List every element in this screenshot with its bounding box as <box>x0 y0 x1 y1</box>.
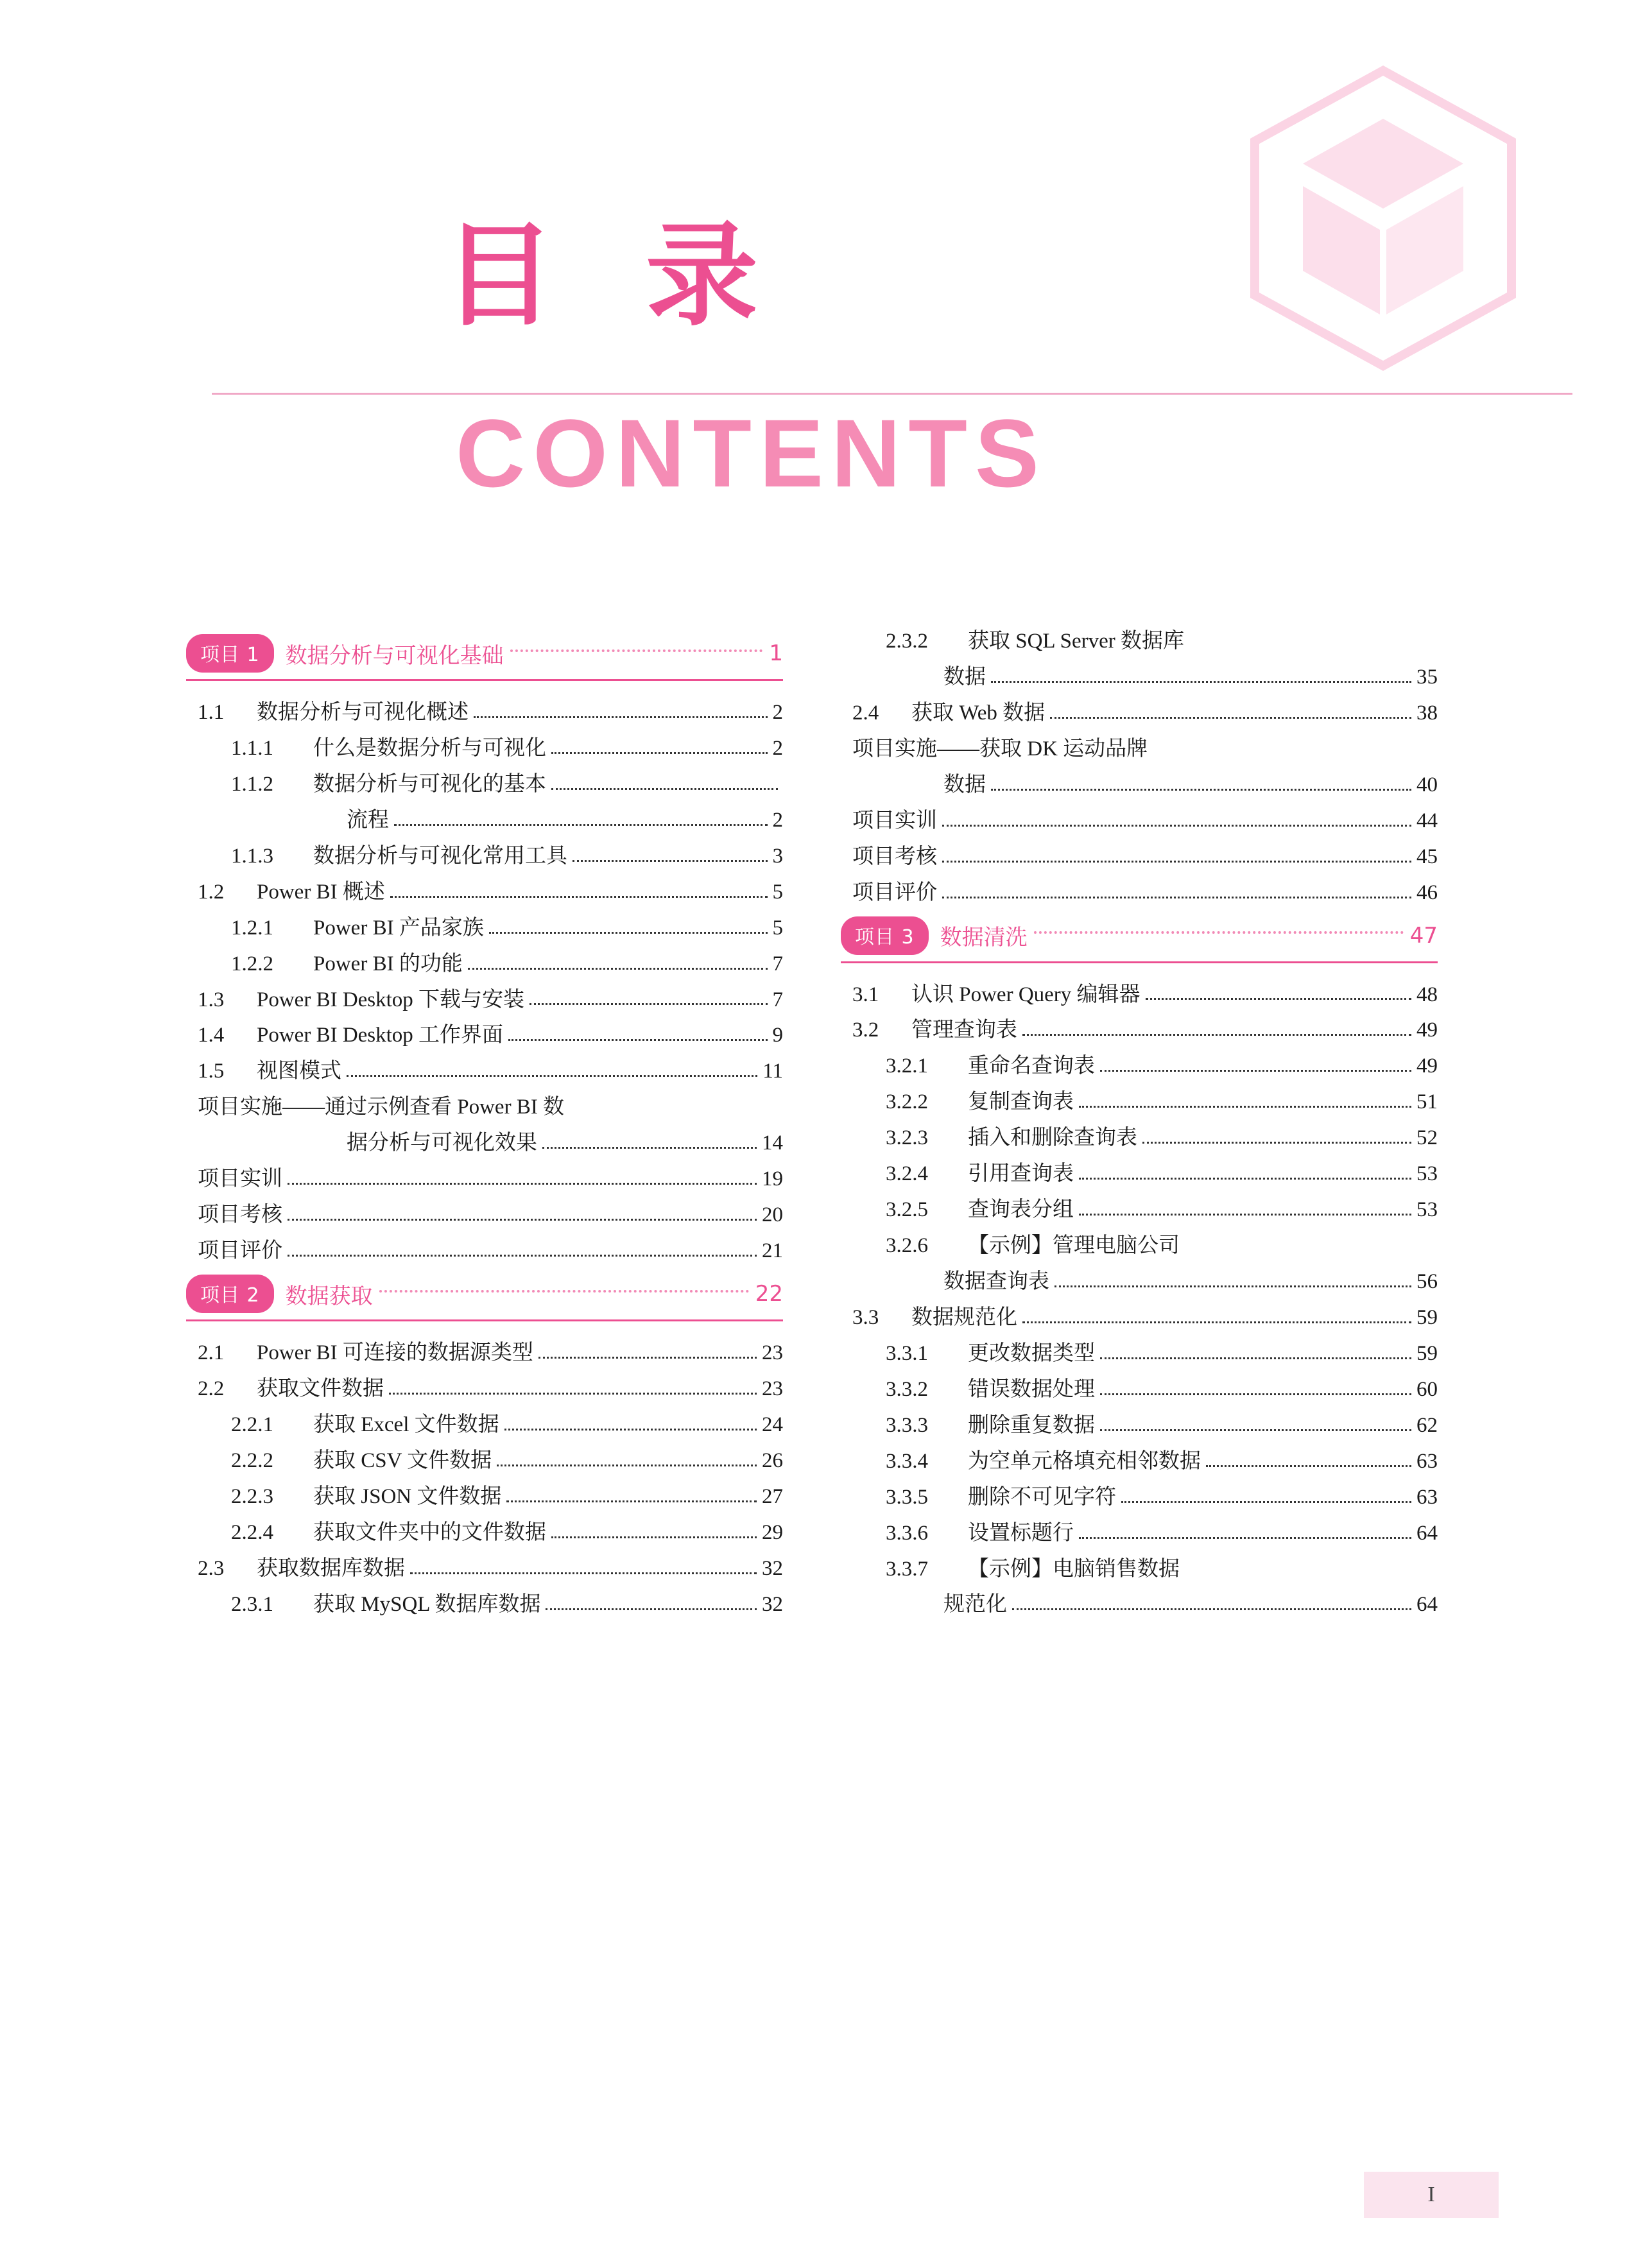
toc-entry[interactable] <box>841 1521 1438 1546</box>
toc-entry-title: 更改数据类型 <box>968 1341 1095 1365</box>
toc-entry[interactable] <box>841 1090 1438 1115</box>
leader-dots <box>508 1038 767 1041</box>
leader-dots <box>569 1112 778 1113</box>
toc-entry[interactable] <box>841 701 1438 726</box>
toc-entry[interactable] <box>186 1239 783 1264</box>
leader-dots <box>497 1464 757 1466</box>
toc-entry[interactable] <box>186 1059 783 1084</box>
toc-entry[interactable] <box>841 1557 1438 1582</box>
toc-entry[interactable] <box>841 809 1438 834</box>
leader-dots <box>390 895 768 898</box>
toc-entry[interactable] <box>186 1095 783 1120</box>
toc-entry-number: 1.2 <box>198 880 225 904</box>
toc-entry-page: 26 <box>762 1448 783 1472</box>
leader-dots <box>1100 1429 1411 1431</box>
toc-entry-title: 数据 <box>943 665 986 689</box>
toc-entry-page: 23 <box>762 1377 783 1400</box>
toc-entry-title: 【示例】电脑销售数据 <box>968 1557 1180 1581</box>
leader-dots <box>1189 646 1433 647</box>
toc-entry-title: 数据 <box>943 773 986 796</box>
toc-entry-number: 3.3 <box>852 1305 879 1329</box>
toc-entry-title: 引用查询表 <box>968 1162 1074 1186</box>
leader-dots <box>551 1536 757 1538</box>
toc-entry[interactable] <box>186 1377 783 1402</box>
leader-dots <box>1022 1033 1411 1036</box>
toc-entry-title: 规范化 <box>943 1593 1007 1617</box>
toc-entry-number: 3.3.7 <box>886 1557 928 1581</box>
toc-entry-page: 3 <box>772 844 783 868</box>
leader-dots <box>542 1146 757 1149</box>
leader-dots <box>489 931 768 934</box>
toc-entry[interactable] <box>186 844 783 869</box>
toc-entry[interactable] <box>186 700 783 725</box>
toc-entry-title: 为空单元格填充相邻数据 <box>968 1449 1201 1473</box>
toc-entry[interactable] <box>186 1341 783 1366</box>
toc-entry-page: 32 <box>762 1556 783 1580</box>
toc-part-header[interactable] <box>186 634 783 681</box>
leader-dots <box>546 1608 757 1610</box>
toc-entry-number: 3.1 <box>852 983 879 1006</box>
toc-entry[interactable] <box>841 1341 1438 1366</box>
part-page-number: 1 <box>769 640 783 666</box>
toc-entry-page: 53 <box>1416 1198 1438 1222</box>
toc-entry-number: 3.3.5 <box>886 1485 928 1509</box>
toc-entry[interactable] <box>841 773 1438 798</box>
leader-dots <box>1079 1105 1411 1108</box>
leader-dots <box>1079 1536 1411 1539</box>
toc-entry-page: 14 <box>762 1131 783 1155</box>
toc-entry-title: 删除重复数据 <box>968 1413 1095 1437</box>
toc-entry-page: 9 <box>772 1024 783 1047</box>
toc-entry-page: 53 <box>1416 1162 1438 1186</box>
leader-dots <box>942 896 1411 898</box>
toc-entry-title: Power BI 概述 <box>257 880 385 904</box>
toc-entry[interactable] <box>841 1269 1438 1294</box>
toc-entry[interactable] <box>841 1054 1438 1079</box>
toc-entry-title: 数据规范化 <box>911 1305 1017 1329</box>
leader-dots <box>1050 716 1411 719</box>
leader-dots <box>1055 1285 1411 1287</box>
toc-entry-page: 24 <box>762 1413 783 1436</box>
leader-dots <box>506 1500 757 1502</box>
toc-entry[interactable] <box>186 1203 783 1228</box>
toc-entry-number: 2.3 <box>198 1556 225 1580</box>
toc-entry-title: 数据分析与可视化的基本 <box>313 772 546 796</box>
toc-entry-title: Power BI Desktop 下载与安装 <box>257 988 525 1011</box>
toc-entry-number: 3.3.4 <box>886 1449 928 1473</box>
leader-dots <box>991 788 1411 791</box>
part-title: 数据分析与可视化基础 <box>285 642 504 669</box>
toc-entry-page: 20 <box>762 1203 783 1227</box>
toc-entry[interactable] <box>841 665 1438 690</box>
toc-entry-page: 45 <box>1416 845 1438 868</box>
toc-entry-page: 11 <box>762 1060 783 1083</box>
toc-entry[interactable] <box>186 1413 783 1438</box>
toc-entry-page: 5 <box>772 880 783 904</box>
toc-entry[interactable] <box>186 952 783 977</box>
toc-entry-page: 62 <box>1416 1413 1438 1437</box>
leader-dots <box>1100 1357 1411 1359</box>
toc-entry-page: 49 <box>1416 1054 1438 1078</box>
leader-dots <box>1012 1608 1411 1610</box>
toc-entry-title: 获取 SQL Server 数据库 <box>968 630 1184 653</box>
toc-entry-page: 40 <box>1416 773 1438 796</box>
page-title-en: CONTENTS <box>456 399 1047 507</box>
toc-entry[interactable] <box>841 1162 1438 1187</box>
toc-entry[interactable] <box>841 1413 1438 1438</box>
toc-entry[interactable] <box>186 880 783 905</box>
toc-entry[interactable] <box>841 1198 1438 1223</box>
toc-entry[interactable] <box>186 1520 783 1545</box>
part-underline <box>186 679 783 681</box>
leader-dots <box>991 680 1411 683</box>
cube-icon <box>1235 58 1531 391</box>
toc-entry-title: 项目实训 <box>198 1167 282 1191</box>
toc-entry-number: 2.2.1 <box>231 1413 273 1436</box>
toc-entry-page: 49 <box>1416 1018 1438 1042</box>
toc-entry-title: 项目评价 <box>852 881 937 904</box>
part-badge: 项目 1 <box>186 634 274 673</box>
toc-entry-title: 获取 Web 数据 <box>911 701 1046 725</box>
toc-entry-number: 2.2.4 <box>231 1520 273 1544</box>
toc-entry-title: 获取文件数据 <box>257 1377 384 1400</box>
toc-entry[interactable] <box>186 1167 783 1192</box>
toc-entry[interactable] <box>841 1018 1438 1043</box>
leader-dots <box>474 716 768 718</box>
toc-entry-title: 流程 <box>347 808 389 832</box>
toc-entry-title: 项目实训 <box>852 809 937 832</box>
leader-dots <box>389 1392 757 1395</box>
toc-column-left <box>186 629 783 1628</box>
toc-entry-page: 38 <box>1416 701 1438 725</box>
folio-page-number: I <box>1364 2172 1499 2218</box>
toc-entry-title: 认识 Power Query 编辑器 <box>911 983 1141 1006</box>
toc-entry-number: 1.5 <box>198 1060 225 1083</box>
toc-entry-page: 52 <box>1416 1126 1438 1150</box>
toc-entry-title: 据分析与可视化效果 <box>347 1131 537 1155</box>
toc-entry[interactable] <box>841 983 1438 1008</box>
toc-entry-number: 3.3.3 <box>886 1413 928 1437</box>
toc-entry-title: 删除不可见字符 <box>968 1485 1116 1509</box>
toc-entry-number: 2.2.3 <box>231 1484 273 1508</box>
part-title: 数据获取 <box>285 1283 373 1309</box>
toc-entry-number: 3.2.4 <box>886 1162 928 1186</box>
toc-entry-title: 设置标题行 <box>968 1521 1074 1545</box>
toc-entry-title: 复制查询表 <box>968 1090 1074 1114</box>
toc-entry-number: 2.2.2 <box>231 1448 273 1472</box>
toc-entry-page: 35 <box>1416 665 1438 689</box>
toc-entry-title: 项目考核 <box>198 1203 282 1227</box>
toc-columns <box>0 629 1627 2169</box>
toc-entry-page: 5 <box>772 916 783 940</box>
toc-entry-title: Power BI Desktop 工作界面 <box>257 1024 504 1047</box>
toc-entry-title: 项目实施——通过示例查看 Power BI 数 <box>198 1095 565 1119</box>
toc-entry-number: 3.2.1 <box>886 1054 928 1078</box>
toc-entry[interactable] <box>186 1556 783 1581</box>
toc-entry-page: 44 <box>1416 809 1438 832</box>
leader-dots <box>572 859 768 862</box>
toc-entry-title: 管理查询表 <box>911 1018 1017 1042</box>
toc-entry-title: 项目实施——获取 DK 运动品牌 <box>852 737 1148 760</box>
toc-entry-page: 23 <box>762 1341 783 1364</box>
toc-entry-title: 视图模式 <box>257 1060 341 1083</box>
part-page-number: 47 <box>1409 922 1438 949</box>
toc-entry-page: 19 <box>762 1167 783 1191</box>
leader-dots <box>1153 754 1433 755</box>
toc-entry-page: 59 <box>1416 1305 1438 1329</box>
toc-entry[interactable] <box>186 1484 783 1509</box>
toc-column-right <box>841 629 1438 1628</box>
leader-dots <box>394 823 768 826</box>
toc-entry-page: 2 <box>772 701 783 724</box>
toc-entry-page: 64 <box>1416 1521 1438 1545</box>
toc-entry-number: 3.3.1 <box>886 1341 928 1365</box>
leader-dots <box>942 860 1411 863</box>
leader-dots <box>551 752 768 754</box>
leader-dots <box>379 1289 749 1293</box>
page-title-cn: 目 录 <box>443 211 784 341</box>
toc-entry-number: 2.3.2 <box>886 630 928 653</box>
leader-dots <box>551 787 778 790</box>
toc-entry-title: Power BI 产品家族 <box>313 916 484 940</box>
toc-entry-page: 46 <box>1416 881 1438 904</box>
toc-part-header[interactable] <box>841 916 1438 963</box>
toc-entry-title: 获取 CSV 文件数据 <box>313 1448 492 1472</box>
toc-entry-number: 3.2.6 <box>886 1234 928 1258</box>
toc-entry-title: 数据查询表 <box>943 1270 1049 1293</box>
toc-entry[interactable] <box>186 736 783 761</box>
leader-dots <box>942 824 1411 827</box>
toc-entry[interactable] <box>841 881 1438 906</box>
toc-entry-title: Power BI 可连接的数据源类型 <box>257 1341 533 1364</box>
leader-dots <box>1142 1141 1411 1144</box>
toc-entry-number: 2.3.1 <box>231 1592 273 1616</box>
toc-entry[interactable] <box>841 1233 1438 1259</box>
toc-entry-number: 1.2.1 <box>231 916 273 940</box>
toc-entry-page: 60 <box>1416 1377 1438 1401</box>
toc-entry[interactable] <box>186 1131 783 1156</box>
toc-entry-page: 2 <box>772 736 783 760</box>
toc-entry[interactable] <box>841 1449 1438 1474</box>
toc-entry[interactable] <box>841 629 1438 654</box>
toc-entry-title: 获取数据库数据 <box>257 1556 405 1580</box>
toc-entry[interactable] <box>186 808 783 833</box>
toc-entry-title: 错误数据处理 <box>968 1377 1095 1401</box>
toc-entry[interactable] <box>841 1377 1438 1402</box>
leader-dots <box>468 967 768 970</box>
part-page-number: 22 <box>755 1281 783 1307</box>
toc-entry-number: 3.3.2 <box>886 1377 928 1401</box>
toc-entry-title: 查询表分组 <box>968 1198 1074 1222</box>
leader-dots <box>288 1254 757 1257</box>
title-divider <box>212 393 1572 395</box>
toc-entry-title: 插入和删除查询表 <box>968 1126 1137 1150</box>
part-badge: 项目 3 <box>841 916 929 955</box>
toc-entry[interactable] <box>186 988 783 1013</box>
toc-entry[interactable] <box>841 1592 1438 1617</box>
toc-entry-number: 2.4 <box>852 701 879 725</box>
toc-entry-page: 56 <box>1416 1270 1438 1293</box>
leader-dots <box>1079 1177 1411 1180</box>
toc-entry-page: 64 <box>1416 1593 1438 1617</box>
toc-entry-page: 7 <box>772 988 783 1011</box>
part-badge: 项目 2 <box>186 1275 274 1313</box>
toc-entry-number: 3.2.2 <box>886 1090 928 1114</box>
toc-entry-page: 32 <box>762 1592 783 1616</box>
part-underline <box>841 961 1438 963</box>
toc-entry-title: Power BI 的功能 <box>313 952 463 975</box>
toc-entry-title: 数据分析与可视化常用工具 <box>313 844 567 868</box>
toc-entry[interactable] <box>186 1592 783 1617</box>
leader-dots <box>288 1218 757 1221</box>
leader-dots <box>1146 997 1411 1000</box>
toc-entry-number: 1.4 <box>198 1024 225 1047</box>
toc-entry-title: 什么是数据分析与可视化 <box>313 736 546 760</box>
toc-entry-page: 59 <box>1416 1341 1438 1365</box>
toc-entry[interactable] <box>186 916 783 941</box>
toc-entry-number: 3.2.3 <box>886 1126 928 1150</box>
toc-entry-number: 3.3.6 <box>886 1521 928 1545</box>
toc-entry-title: 数据分析与可视化概述 <box>257 701 469 724</box>
leader-dots <box>510 649 763 652</box>
toc-header <box>0 0 1627 578</box>
toc-entry-page: 2 <box>772 808 783 832</box>
toc-entry-number: 1.1 <box>198 701 225 724</box>
part-underline <box>186 1319 783 1321</box>
leader-dots <box>504 1428 757 1430</box>
leader-dots <box>1206 1465 1411 1467</box>
leader-dots <box>529 1002 767 1005</box>
toc-entry-title: 项目评价 <box>198 1239 282 1263</box>
toc-entry-title: 获取 Excel 文件数据 <box>313 1413 499 1436</box>
toc-entry[interactable] <box>841 737 1438 762</box>
toc-entry-page: 48 <box>1416 983 1438 1006</box>
leader-dots <box>538 1356 757 1359</box>
toc-entry[interactable] <box>186 1448 783 1473</box>
toc-entry-page: 27 <box>762 1484 783 1508</box>
toc-entry[interactable] <box>841 845 1438 870</box>
toc-entry-title: 获取 JSON 文件数据 <box>313 1484 502 1508</box>
toc-entry-page: 7 <box>772 952 783 975</box>
toc-entry[interactable] <box>841 1305 1438 1330</box>
toc-entry-number: 2.2 <box>198 1377 225 1400</box>
leader-dots <box>1100 1069 1411 1072</box>
toc-entry[interactable] <box>841 1485 1438 1510</box>
leader-dots <box>1022 1321 1411 1323</box>
toc-entry-number: 1.1.2 <box>231 772 273 796</box>
toc-entry[interactable] <box>841 1126 1438 1151</box>
toc-entry-number: 2.1 <box>198 1341 225 1364</box>
toc-entry-number: 1.1.3 <box>231 844 273 868</box>
toc-entry-number: 1.3 <box>198 988 225 1011</box>
leader-dots <box>347 1074 757 1077</box>
toc-entry-page: 21 <box>762 1239 783 1263</box>
toc-entry-page: 29 <box>762 1520 783 1544</box>
toc-part-header[interactable] <box>186 1275 783 1321</box>
leader-dots <box>288 1182 757 1185</box>
toc-entry[interactable] <box>186 772 783 797</box>
part-title: 数据清洗 <box>940 925 1028 950</box>
leader-dots <box>410 1572 757 1574</box>
toc-entry-page: 63 <box>1416 1449 1438 1473</box>
toc-entry-number: 3.2.5 <box>886 1198 928 1222</box>
toc-entry-title: 获取文件夹中的文件数据 <box>313 1520 546 1544</box>
toc-entry-page: 63 <box>1416 1485 1438 1509</box>
leader-dots <box>1034 931 1404 934</box>
toc-entry-number: 1.1.1 <box>231 736 273 760</box>
toc-entry-number: 1.2.2 <box>231 952 273 975</box>
toc-entry-number: 3.2 <box>852 1018 879 1042</box>
toc-entry-page: 51 <box>1416 1090 1438 1114</box>
toc-entry[interactable] <box>186 1023 783 1048</box>
toc-entry-title: 获取 MySQL 数据库数据 <box>313 1592 541 1616</box>
toc-entry-title: 重命名查询表 <box>968 1054 1095 1078</box>
toc-entry-title: 【示例】管理电脑公司 <box>968 1234 1180 1258</box>
toc-entry-title: 项目考核 <box>852 845 937 868</box>
leader-dots <box>1121 1500 1411 1503</box>
leader-dots <box>1079 1213 1411 1216</box>
leader-dots <box>1100 1393 1411 1395</box>
